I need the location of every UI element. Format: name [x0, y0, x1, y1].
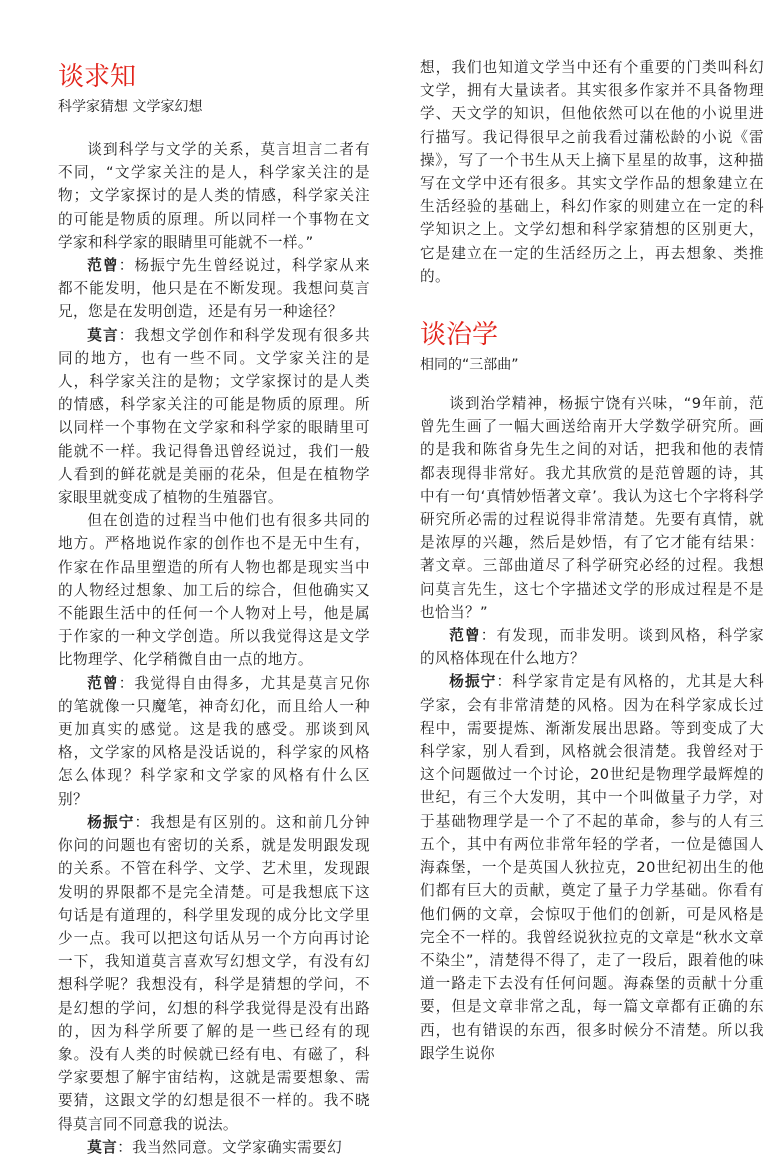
paragraph [58, 811, 370, 1136]
paragraph-text: ：我想文学创作和科学发现有很多共同的地方，也有一些不同。文学家关注的是人，科学家关注的是物；文学家探讨的是人类的情感，科学家关注的可能是物质的原理。所以同样一个事物在文学家和科学家的眼睛里可能就不一样。我记得鲁迅曾经说过，我们一般人看到的鲜花就是美丽的花朵，但是在植物学家眼里就变成了植物的生殖器官。 [58, 326, 370, 507]
section-subtitle-zhixue: 相同的“三部曲” [420, 357, 519, 374]
continued-paragraph: 想，我们也知道文学当中还有个重要的门类叫科幻文学，拥有大量读者。其实很多作家并不具备物理学、天文学的知识，但他依然可以在他的小说里进行描写。我记得很早之前我看过蒲松龄的小说《雷操》，写了一个书生从天上摘下星星的故事，这种描写在文学中还有很多。其实文学作品的想象建立在生活经验的基础上，科幻作家的则建立在一定的科学知识之上。文学幻想和科学家猜想的区别更大，它是建立在一定的生活经历之上，再去想象、类推的。 [420, 59, 764, 285]
paragraph-text: ：我当然同意。文学家确实需要幻 [117, 1138, 343, 1156]
paragraph [58, 324, 370, 510]
section-subtitle-qiuzhi: 科学家猜想 文学家幻想 [58, 99, 203, 115]
paragraph [58, 509, 370, 671]
right-column [420, 0, 764, 1065]
paragraph [58, 138, 370, 254]
section-title-qiuzhi: 谈求知 [58, 62, 137, 92]
speaker-label: 范曾 [87, 257, 119, 275]
spacer [58, 118, 370, 138]
paragraph-text: 谈到科学与文学的关系，莫言坦言二者有不同，“文学家关注的是人，科学家关注的是物；文学家探讨的是人类的情感，科学家关注的可能是物质的原理。所以同样一个事物在文学家和科学家的眼睛里可能就不一样。” [58, 141, 370, 251]
paragraph-text: ：有发现，而非发明。谈到风格，科学家的风格体现在什么地方？ [420, 627, 764, 668]
paragraph [420, 392, 764, 624]
paragraph-text: ：我觉得自由得多，尤其是莫言兄你的笔就像一只魔笔，神奇幻化，而且给人一种更加真实的感觉。这是我的感受。那谈到风格，文学家的风格是没话说的，科学家的风格怎么体现？科学家和文学家的风格有什么区别？ [58, 674, 370, 808]
spacer [420, 376, 764, 392]
section-title-zhixue: 谈治学 [420, 320, 499, 351]
paragraph [420, 670, 764, 1064]
paragraph-text: 但在创造的过程当中他们也有很多共同的地方。严格地说作家的创作也不是无中生有，作家在作品里塑造的所有人物也都是现实当中的人物经过想象、加工后的综合，但他确实又不能跟生活中的任何一个人物对上号，他是属于作家的一种文学创造。所以我觉得这是文学比物理学、化学稍微自由一点的地方。 [58, 512, 370, 669]
paragraph-text: 谈到治学精神，杨振宁饶有兴味，“9年前，范曾先生画了一幅大画送给南开大学数学研究所。画的是我和陈省身先生之间的对话，把我和他的表情都表现得非常好。我尤其欣赏的是范曾题的诗，其中有一句‘真情妙悟著文章’。我认为这七个字将科学研究所必需的过程说得非常清楚。先要有真情，就是浓厚的兴趣，然后是妙悟，有了它才能有结果：著文章。三部曲道尽了科学研究必经的过程。我想问莫言先生，这七个字描述文学的形成过程是不是也恰当？” [420, 395, 764, 621]
paragraph [58, 1136, 370, 1159]
left-column [58, 0, 370, 1159]
speaker-label: 莫言 [87, 1138, 118, 1156]
paragraph [58, 254, 370, 324]
paragraph-text: ：我想是有区别的。这和前几分钟你问的问题也有密切的关系，就是发明跟发现的关系。不管在科学、文学、艺术里，发现跟发明的界限都不是完全清楚。可是我想底下这句话是有道理的，科学里发现的成分比文学里少一点。我可以把这句话从另一个方向再讨论一下，我知道莫言喜欢写幻想文学，有没有幻想科学呢？我想没有，科学是猜想的学问，不是幻想的学问，幻想的科学我觉得是没有出路的，因为科学所要了解的是一些已经有的现象。没有人类的时候就已经有电、有磁了，科学家要想了解宇宙结构，这就是需要想象、需要猜，这跟文学的幻想是很不一样的。我不晓得莫言同不同意我的说法。 [58, 813, 370, 1133]
speaker-label: 莫言 [87, 326, 119, 344]
speaker-label: 范曾 [87, 674, 119, 692]
speaker-label: 范曾 [449, 627, 481, 645]
speaker-label: 杨振宁 [87, 813, 135, 831]
paragraph-text: ：科学家肯定是有风格的，尤其是大科学家，会有非常清楚的风格。因为在科学家成长过程中，需要提炼、渐渐发展出思路。等到变成了大科学家，别人看到，风格就会很清楚。我曾经对于这个问题做过一个讨论，20世纪是物理学最辉煌的世纪，有三个大发明，其中一个叫做量子力学，对于基础物理学是一个了不起的革命，参与的人有三五个，其中有两位非常年轻的学者，一位是德国人海森堡，一个是英国人狄拉克，20世纪初出生的他们都有巨大的贡献，奠定了量子力学基础。你看有他们俩的文章，会惊叹于他们的创新，可是风格是完全不一样的。我曾经说狄拉克的文章是“秋水文章不染尘”，清楚得不得了，走了一段后，跟着他的味道一路走下去没有任何问题。海森堡的贡献十分重要，但是文章非常之乱，每一篇文章都有正确的东西，也有错误的东西，很多时候分不清楚。所以我跟学生说你 [420, 673, 764, 1062]
paragraph [58, 672, 370, 811]
paragraph [420, 624, 764, 670]
speaker-label: 杨振宁 [449, 673, 497, 691]
paragraph-text: ：杨振宁先生曾经说过，科学家从来都不能发明，他只是在不断发现。我想问莫言兄，您是在发明创造，还是有另一种途径？ [58, 257, 370, 321]
